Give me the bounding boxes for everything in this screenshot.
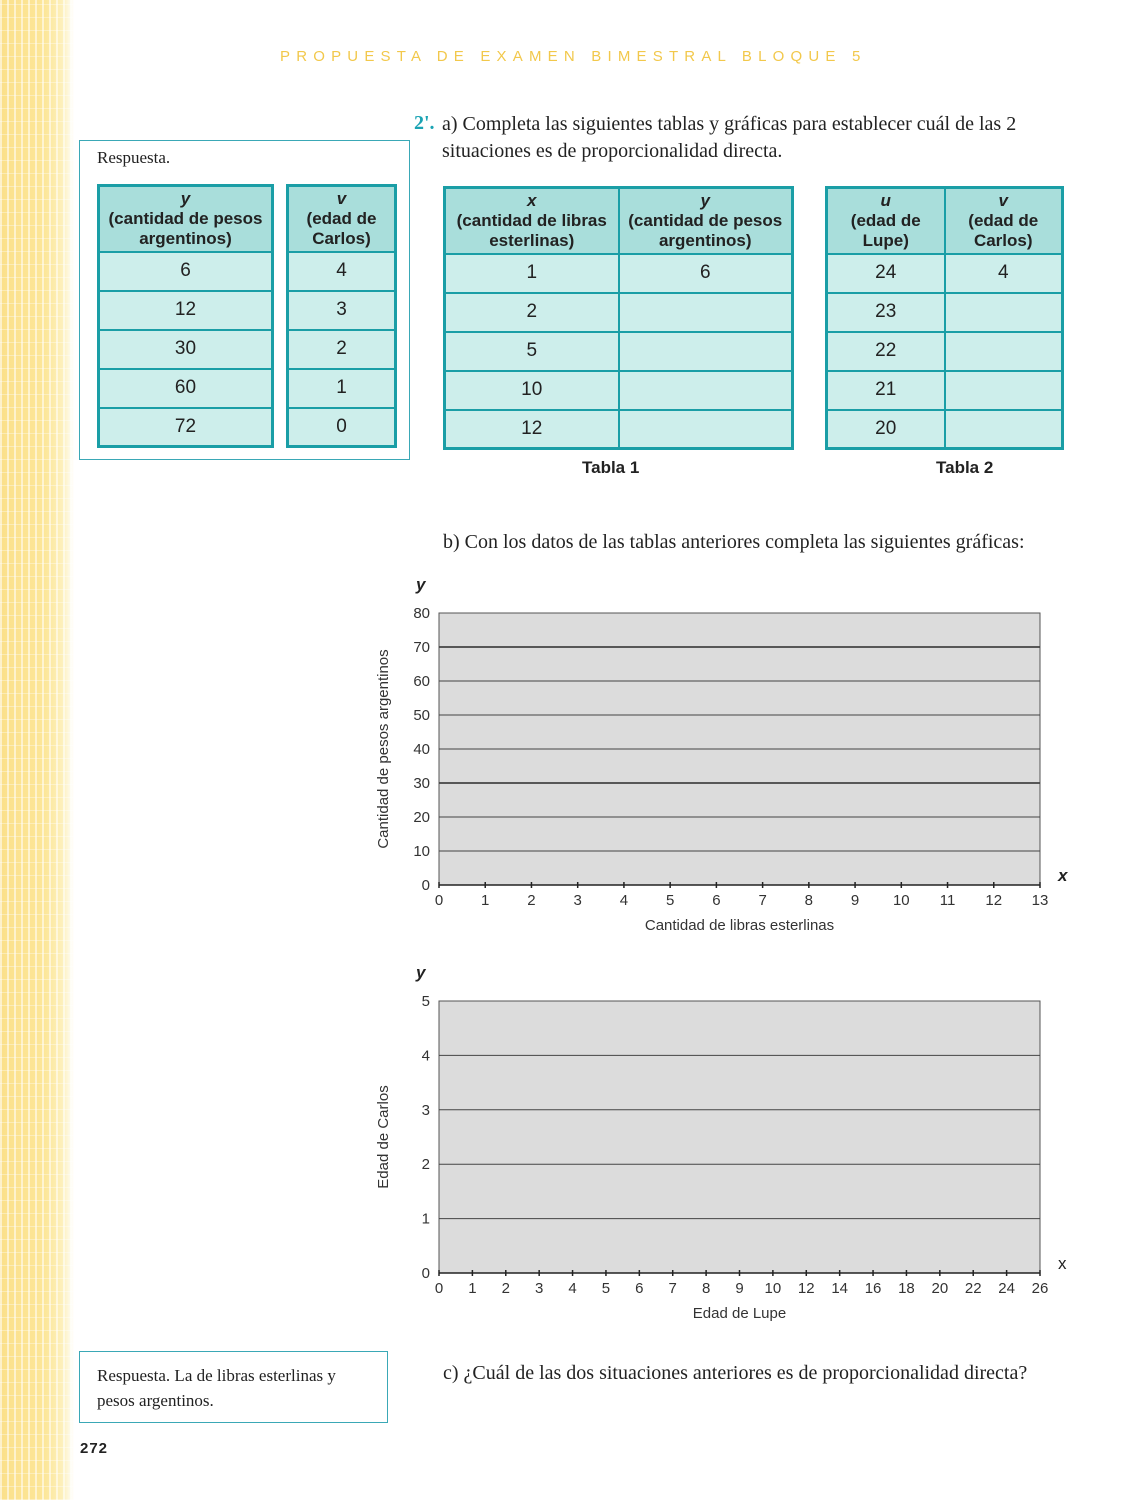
table-cell: 22 xyxy=(827,332,945,371)
x-axis-title: Edad de Lupe xyxy=(692,1305,787,1322)
x-tick-label: 1 xyxy=(481,892,490,909)
table-cell: 2 xyxy=(288,330,396,369)
y-axis-title: Cantidad de pesos argentinos xyxy=(375,649,392,849)
table-cell-empty xyxy=(619,371,793,410)
x-tick-label: 0 xyxy=(434,892,444,909)
table-cell: 24 xyxy=(827,254,945,293)
table-header-text: (cantidad de pesos argentinos) xyxy=(628,210,783,250)
x-tick-label: 9 xyxy=(735,1280,744,1297)
x-tick-label: 16 xyxy=(864,1280,882,1297)
y-tick-label: 60 xyxy=(413,673,430,690)
y-tick-label: 70 xyxy=(413,639,430,656)
x-tick-label: 3 xyxy=(534,1280,544,1297)
table-cell: 60 xyxy=(99,369,273,408)
table-cell-empty xyxy=(945,332,1063,371)
y-axis-title: Edad de Carlos xyxy=(375,1085,392,1189)
x-tick-label: 4 xyxy=(568,1280,577,1297)
y-tick-label: 50 xyxy=(413,707,430,724)
x-tick-label: 8 xyxy=(804,892,814,909)
table-header xyxy=(619,188,793,254)
x-axis-title: Cantidad de libras esterlinas xyxy=(644,917,835,934)
x-tick-label: 12 xyxy=(985,892,1003,909)
table-row xyxy=(827,332,1063,371)
y-tick-label: 4 xyxy=(421,1047,430,1065)
table-header-var: u xyxy=(880,190,891,210)
tabla-1-caption: Tabla 1 xyxy=(582,458,640,477)
x-tick-label: 5 xyxy=(665,892,675,909)
table-cell: 6 xyxy=(99,252,273,291)
tabla-2 xyxy=(825,186,1064,450)
y-tick-label: 3 xyxy=(421,1101,430,1119)
table-cell-empty xyxy=(945,410,1063,449)
table-cell: 12 xyxy=(99,291,273,330)
table-row xyxy=(445,332,793,371)
table-cell: 21 xyxy=(827,371,945,410)
table-cell: 30 xyxy=(99,330,273,369)
y-tick-label: 20 xyxy=(413,809,430,826)
x-tick-label: 20 xyxy=(931,1280,949,1297)
x-tick-label: 10 xyxy=(764,1280,782,1297)
y-tick-label: 0 xyxy=(421,1265,430,1282)
y-tick-label: 40 xyxy=(413,741,430,758)
decorative-side-strip xyxy=(0,0,74,1500)
x-tick-label: 5 xyxy=(601,1280,611,1297)
question-part-a: a) Completa las siguientes tablas y gráficas para establecer cuál de las 2 situaciones es de proporcionalidad directa. xyxy=(442,113,1017,162)
table-header xyxy=(99,186,273,252)
x-tick-label: 1 xyxy=(468,1280,477,1297)
table-row xyxy=(445,254,793,293)
table-cell: 4 xyxy=(288,252,396,291)
table-cell: 3 xyxy=(288,291,396,330)
x-tick-label: 12 xyxy=(797,1280,815,1297)
question-part-c: c) ¿Cuál de las dos situaciones anteriores es de proporcionalidad directa? xyxy=(443,1362,1028,1384)
table-header-text: (edad de Carlos) xyxy=(306,208,377,248)
page-header-title: PROPUESTA DE EXAMEN BIMESTRAL BLOQUE 5 xyxy=(280,48,867,65)
y-axis-letter: y xyxy=(416,575,426,594)
y-tick-label: 1 xyxy=(421,1210,430,1228)
table-cell: 4 xyxy=(945,254,1063,293)
question-part-b: b) Con los datos de las tablas anteriores completa las siguientes gráficas: xyxy=(443,531,1025,553)
table-header-text: (edad de Lupe) xyxy=(850,210,921,250)
x-tick-label: 11 xyxy=(939,892,956,909)
x-tick-label: 0 xyxy=(434,1280,444,1297)
x-tick-label: 2 xyxy=(501,1280,510,1297)
table-cell: 72 xyxy=(99,408,273,447)
table-header-var: y xyxy=(700,190,710,210)
y-tick-label: 0 xyxy=(421,877,430,894)
x-axis-letter: x xyxy=(1058,866,1068,885)
table-cell-empty xyxy=(619,332,793,371)
answer-table-y xyxy=(97,184,274,448)
table-row xyxy=(445,371,793,410)
table-header xyxy=(945,188,1063,254)
table-header xyxy=(827,188,945,254)
x-tick-label: 7 xyxy=(758,892,767,909)
chart-pesos-vs-libras xyxy=(370,570,1080,940)
x-tick-label: 4 xyxy=(619,892,629,909)
table-cell: 23 xyxy=(827,293,945,332)
table-cell-empty xyxy=(619,410,793,449)
y-tick-label: 5 xyxy=(421,993,430,1010)
x-tick-label: 6 xyxy=(712,892,721,909)
tabla-1 xyxy=(443,186,794,450)
table-cell: 1 xyxy=(288,369,396,408)
answer-final-text: Respuesta. La de libras esterlinas y pesos argentinos. xyxy=(97,1366,336,1410)
table-cell: 5 xyxy=(445,332,619,371)
x-tick-label: 10 xyxy=(892,892,910,909)
x-tick-label: 9 xyxy=(850,892,860,909)
answer-label: Respuesta. xyxy=(97,148,171,167)
table-header-var: v xyxy=(336,188,347,208)
x-tick-label: 18 xyxy=(898,1280,915,1297)
y-tick-label: 10 xyxy=(413,843,430,860)
table-row xyxy=(445,410,793,449)
x-tick-label: 8 xyxy=(701,1280,711,1297)
x-tick-label: 3 xyxy=(573,892,582,909)
table-row xyxy=(827,410,1063,449)
y-axis-letter: y xyxy=(416,963,426,982)
table-cell: 2 xyxy=(445,293,619,332)
x-axis-letter: x xyxy=(1058,1254,1067,1273)
table-cell: 0 xyxy=(288,408,396,447)
x-tick-label: 24 xyxy=(998,1280,1015,1297)
table-cell: 20 xyxy=(827,410,945,449)
table-row xyxy=(827,371,1063,410)
x-tick-label: 7 xyxy=(668,1280,677,1297)
answer-table-v xyxy=(286,184,397,448)
table-cell-empty xyxy=(945,293,1063,332)
table-header-text: (cantidad de pesos argentinos) xyxy=(108,208,263,248)
x-tick-label: 26 xyxy=(1031,1280,1049,1297)
table-header-var: v xyxy=(998,190,1008,210)
y-tick-label: 30 xyxy=(413,775,430,792)
plot-area xyxy=(439,1001,1040,1273)
x-tick-label: 13 xyxy=(1031,892,1049,909)
page-number: 272 xyxy=(80,1440,109,1457)
table-cell: 6 xyxy=(619,254,793,293)
table-row xyxy=(827,293,1063,332)
x-tick-label: 14 xyxy=(831,1280,849,1297)
table-cell-empty xyxy=(619,293,793,332)
table-cell: 10 xyxy=(445,371,619,410)
table-header-text: (cantidad de libras esterlinas) xyxy=(456,210,607,250)
table-cell-empty xyxy=(945,371,1063,410)
table-cell: 12 xyxy=(445,410,619,449)
y-tick-label: 80 xyxy=(413,605,430,622)
table-header-text: (edad de Carlos) xyxy=(968,210,1039,250)
table-row xyxy=(827,254,1063,293)
chart-carlos-vs-lupe xyxy=(370,958,1080,1328)
table-header xyxy=(288,186,396,252)
x-tick-label: 6 xyxy=(635,1280,644,1297)
x-tick-label: 2 xyxy=(527,892,536,909)
table-header-var: x xyxy=(527,190,537,210)
tabla-2-caption: Tabla 2 xyxy=(936,458,994,477)
table-cell: 1 xyxy=(445,254,619,293)
question-number: 2'. xyxy=(414,112,435,134)
table-row xyxy=(445,293,793,332)
y-tick-label: 2 xyxy=(421,1156,430,1174)
table-header xyxy=(445,188,619,254)
table-header-var: y xyxy=(180,188,191,208)
x-tick-label: 22 xyxy=(964,1280,982,1297)
